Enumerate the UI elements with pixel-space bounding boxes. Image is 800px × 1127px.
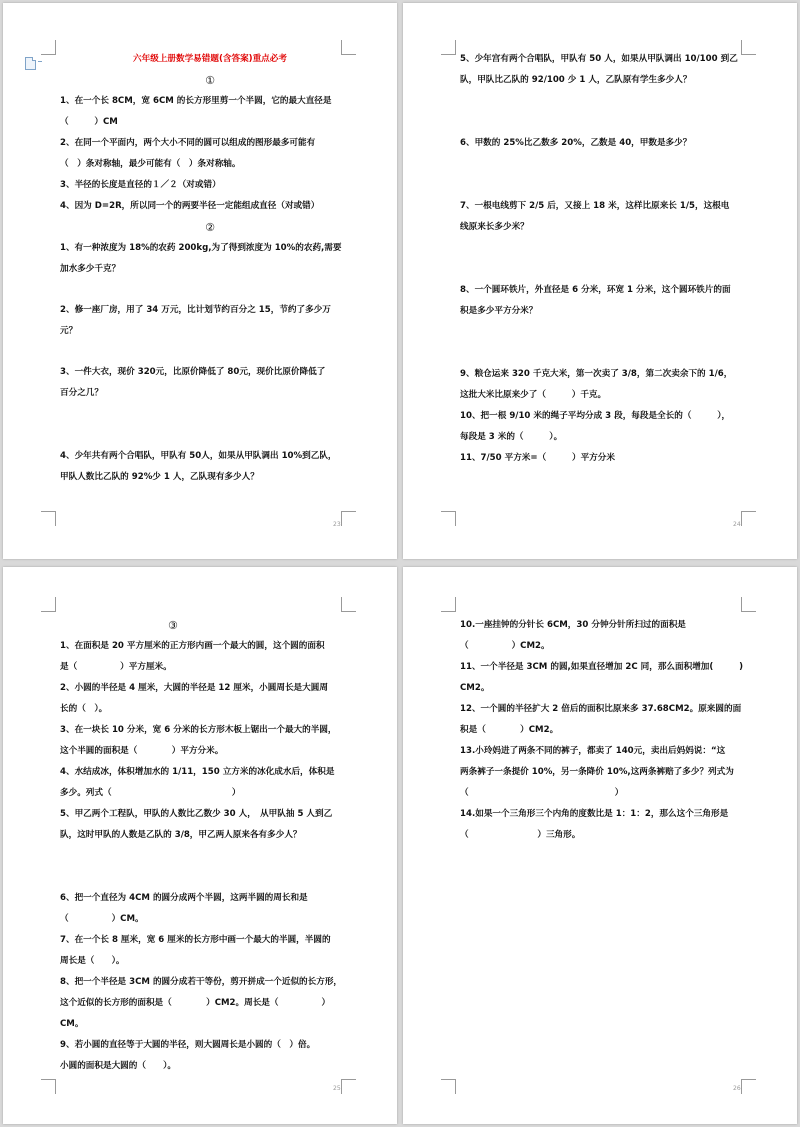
question-text: （ ） xyxy=(460,788,624,798)
document-icon xyxy=(25,57,36,70)
question-text: 9、若小圆的直径等于大圆的半径，则大圆周长是小圆的（ ）倍。 xyxy=(60,1040,316,1050)
question-text: 积是多少平方分米？ xyxy=(460,306,538,316)
crop-mark xyxy=(41,40,56,55)
crop-mark xyxy=(741,511,756,526)
document-page-24 xyxy=(403,3,797,559)
question-text: 元？ xyxy=(60,326,78,336)
question-text: 长的（ ）。 xyxy=(60,704,108,714)
question-text: 这个半圆的面积是（ ）平方分米。 xyxy=(60,746,224,756)
question-text: 1、在一个长 8CM，宽 6CM 的长方形里剪一个半圆，它的最大直径是 xyxy=(60,96,332,106)
question-text: （ ）条对称轴，最少可能有（ ）条对称轴。 xyxy=(60,159,241,169)
question-text: 这个近似的长方形的面积是（ ）CM2。周长是（ ） xyxy=(60,998,331,1008)
section-marker: ③ xyxy=(168,619,178,632)
question-text: 1、在面积是 20 平方厘米的正方形内画一个最大的圆，这个圆的面积 xyxy=(60,641,325,651)
page-23-content xyxy=(60,49,360,488)
document-icon-dash xyxy=(38,61,42,62)
question-text: 6、把一个直径为 4CM 的圆分成两个半圆，这两半圆的周长和是 xyxy=(60,893,308,903)
question-text: CM2。 xyxy=(460,683,490,693)
crop-mark xyxy=(441,511,456,526)
crop-mark xyxy=(41,511,56,526)
question-text: 百分之几？ xyxy=(60,388,103,398)
question-text: 6、甲数的 25%比乙数多 20%，乙数是 40，甲数是多少？ xyxy=(460,138,692,148)
page-25-content xyxy=(60,615,360,1077)
question-text: 9、粮仓运来 320 千克大米，第一次卖了 3/8，第二次卖余下的 1/6， xyxy=(460,369,733,379)
question-text: 每段是 3 米的（ ）。 xyxy=(460,432,563,442)
question-text: 2、在同一个平面内，两个大小不同的圆可以组成的图形最多可能有 xyxy=(60,138,316,148)
question-text: 3、在一块长 10 分米，宽 6 分米的长方形木板上锯出一个最大的半圆， xyxy=(60,725,337,735)
question-text: 甲队人数比乙队的 92%少 1 人，乙队现有多少人？ xyxy=(60,472,259,482)
crop-mark xyxy=(341,1079,356,1094)
question-text: 线原来长多少米？ xyxy=(460,222,529,232)
question-text: 3、半径的长度是直径的１／２（对或错） xyxy=(60,180,221,190)
question-text: 11、一个半径是 3CM 的圆,如果直径增加 2C 同，那么面积增加( ) xyxy=(460,662,744,672)
crop-mark xyxy=(41,597,56,612)
crop-mark xyxy=(341,597,356,612)
question-text: 4、因为 D=2R，所以同一个的两要半径一定能组成直径（对或错） xyxy=(60,201,320,211)
question-text: （ ）CM xyxy=(60,117,118,127)
page-number: 24 xyxy=(733,521,741,528)
question-text: 10、把一根 9/10 米的绳子平均分成 3 段，每段是全长的（ ）， xyxy=(460,411,731,421)
question-text: 两条裤子一条提价 10%，另一条降价 10%,这两条裤赔了多少？列式为 xyxy=(460,767,734,777)
question-text: 2、小圆的半径是 4 厘米，大圆的半径是 12 厘米，小圆周长是大圆周 xyxy=(60,683,328,693)
page-number: 25 xyxy=(333,1085,341,1092)
section-marker: ② xyxy=(205,221,215,234)
question-text: 这批大米比原来少了（ ）千克。 xyxy=(460,390,607,400)
question-text: 4、水结成冰，体积增加水的 1/11，150 立方米的冰化成水后，体积是 xyxy=(60,767,335,777)
crop-mark xyxy=(441,40,456,55)
question-text: 1、有一种浓度为 18%的农药 200kg,为了得到浓度为 10%的农药,需要 xyxy=(60,243,342,253)
document-page-23 xyxy=(3,3,397,559)
question-text: 7、在一个长 8 厘米，宽 6 厘米的长方形中画一个最大的半圆，半圆的 xyxy=(60,935,331,945)
crop-mark xyxy=(441,1079,456,1094)
question-text: 5、甲乙两个工程队，甲队的人数比乙数少 30 人， 从甲队抽 5 人到乙 xyxy=(60,809,333,819)
crop-mark xyxy=(741,1079,756,1094)
question-text: 13.小玲妈进了两条不同的裤子，都卖了 140元，卖出后妈妈说：“这 xyxy=(460,746,726,756)
question-text: 10.一座挂钟的分针长 6CM，30 分钟分针所扫过的面积是 xyxy=(460,620,686,630)
question-text: 8、把一个半径是 3CM 的圆分成若干等份，剪开拼成一个近似的长方形， xyxy=(60,977,343,987)
question-text: 加水多少千克？ xyxy=(60,264,121,274)
question-text: 小圆的面积是大圆的（ ）。 xyxy=(60,1061,177,1071)
question-text: 多少。列式（ ） xyxy=(60,788,241,798)
question-text: （ ）CM。 xyxy=(60,914,144,924)
question-text: 4、少年共有两个合唱队，甲队有 50人，如果从甲队调出 10%到乙队， xyxy=(60,451,337,461)
question-text: 2、修一座厂房，用了 34 万元，比计划节约百分之 15，节约了多少万 xyxy=(60,305,331,315)
question-text: 8、一个圆环铁片，外直径是 6 分米，环宽 1 分米，这个圆环铁片的面 xyxy=(460,285,731,295)
question-text: 积是（ ）CM2。 xyxy=(460,725,559,735)
page-24-content xyxy=(460,49,760,469)
question-text: 14.如果一个三角形三个内角的度数比是 1：1：2，那么这个三角形是 xyxy=(460,809,729,819)
question-text: （ ）CM2。 xyxy=(460,641,550,651)
page-26-content xyxy=(460,615,760,846)
question-text: 5、少年宫有两个合唱队，甲队有 50 人，如果从甲队调出 10/100 到乙 xyxy=(460,54,738,64)
question-text: 11、7/50 平方米=（ ）平方分米 xyxy=(460,453,615,463)
question-text: 是（ ）平方厘米。 xyxy=(60,662,172,672)
crop-mark xyxy=(741,597,756,612)
page-title: 六年级上册数学易错题(含答案)重点必考 xyxy=(133,54,287,64)
crop-mark xyxy=(41,1079,56,1094)
question-text: 队，甲队比乙队的 92/100 少 1 人，乙队原有学生多少人？ xyxy=(460,75,692,85)
question-text: 12、一个圆的半径扩大 2 倍后的面积比原来多 37.68CM2。原来圆的面 xyxy=(460,704,742,714)
crop-mark xyxy=(341,511,356,526)
question-text: 周长是（ ）。 xyxy=(60,956,125,966)
question-text: 7、一根电线剪下 2/5 后，又接上 18 米，这样比原来长 1/5，这根电 xyxy=(460,201,730,211)
question-text: 队，这时甲队的人数是乙队的 3/8，甲乙两人原来各有多少人？ xyxy=(60,830,302,840)
page-number: 26 xyxy=(733,1085,741,1092)
document-page-25 xyxy=(3,567,397,1124)
page-number: 23 xyxy=(333,521,341,528)
question-text: CM。 xyxy=(60,1019,84,1029)
crop-mark xyxy=(441,597,456,612)
question-text: 3、一件大衣，现价 320元，比原价降低了 80元，现价比原价降低了 xyxy=(60,367,326,377)
document-page-26 xyxy=(403,567,797,1124)
section-marker: ① xyxy=(205,74,215,87)
question-text: （ ）三角形。 xyxy=(460,830,581,840)
